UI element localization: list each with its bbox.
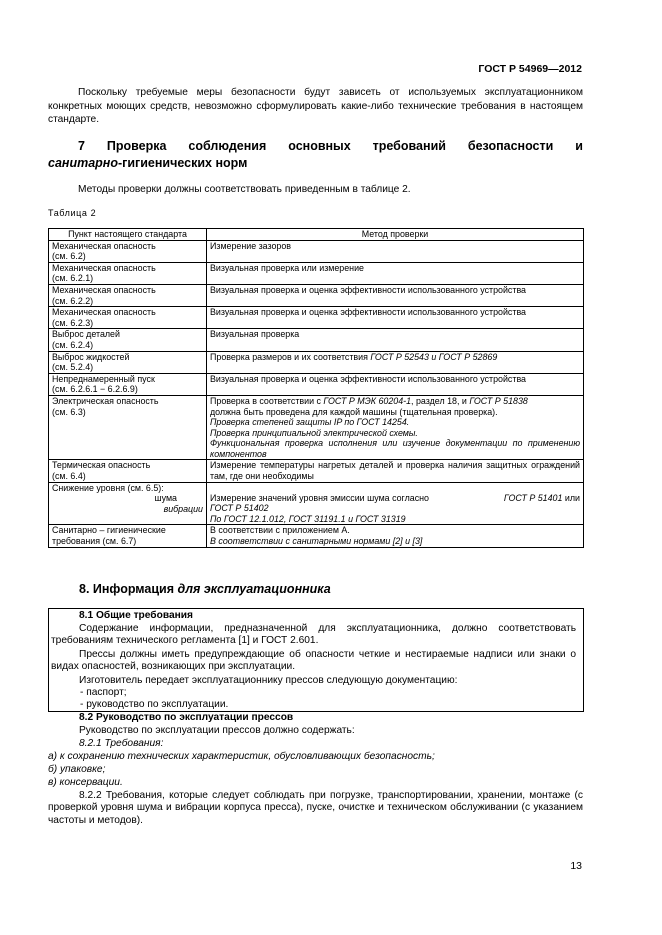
table-row: Выброс деталей (см. 6.2.4) Визуальная проверка [49,329,584,351]
list-item: - руководство по эксплуатации. [80,699,229,710]
table-row: Непреднамеренный пуск (см. 6.2.6.1 − 6.2.6.9) Визуальная проверка и оценка эффективности использованного устройства [49,373,584,395]
methods-paragraph: Методы проверки должны соответствовать приведенным в таблице 2. [78,184,411,195]
list-item: в) консервации. [48,777,123,788]
table-row: Механическая опасность (см. 6.2.2) Визуальная проверка и оценка эффективности использованного устройства [49,284,584,306]
section-8-2-title: 8.2 Руководство по эксплуатации прессов [79,712,294,723]
table-header-row [49,229,584,241]
section-8-1-paragraph: Изготовитель передает эксплуатационнику прессов следующую документацию: [79,675,458,686]
table-row: Электрическая опасность (см. 6.3) Проверка в соответствии с ГОСТ Р МЭК 60204-1, раздел 18, и ГОСТ Р 51838 должна быть проведена для каждой машины (тщательная проверка). Проверка степеней защиты IP по ГОСТ 14254. Проверка принципиальной электрической схемы. Функциональная проверка исполнения или изучение документации по применению компонентов [49,395,584,460]
section-8-2-1: 8.2.1 Требования: [79,738,164,749]
intro-paragraph: Поскольку требуемые меры безопасности будут зависеть от используемых эксплуатационником конкретных моющих средств, невозможно сформулировать какие-либо технические требования в настоящем стандарте. [48,87,583,126]
table-row: Механическая опасность (см. 6.2.3) Визуальная проверка и оценка эффективности использованного устройства [49,307,584,329]
section-8-1-paragraph: Содержание информации, предназначенной для эксплуатационника, должно соответствовать требованиям технического регламента [1] и ГОСТ 2.601. [51,623,576,647]
table-row: Механическая опасность (см. 6.2.1) Визуальная проверка или измерение [49,262,584,284]
page-number: 13 [570,860,582,872]
list-item: б) упаковке; [48,764,106,775]
section-8-heading: 8. Информация для эксплуатационника [79,582,331,596]
table-row: Выброс жидкостей (см. 5.2.4) Проверка размеров и их соответствия ГОСТ Р 52543 и ГОСТ Р 52869 [49,351,584,373]
document-code: ГОСТ Р 54969—2012 [478,63,582,75]
list-item: а) к сохранению технических характеристик, обусловливающих безопасность; [48,751,435,762]
column-header: Пункт настоящего стандарта [49,229,207,241]
list-item: - паспорт; [80,687,127,698]
section-8-2-2: 8.2.2 Требования, которые следует соблюдать при погрузке, транспортировании, хранении, монтаже (с проверкой уровня шума и вибрации корпуса пресса), пуске, очистке и техническом обслуживании (с указанием частоты и методов). [48,790,583,826]
section-8-1-paragraph: Прессы должны иметь предупреждающие об опасности четкие и нестираемые надписи или знаки о видах опасностей, возникающих при эксплуатации. [51,649,576,673]
table-row: Санитарно – гигиенические требования (см. 6.7) В соответствии с приложением А. В соответствии с санитарными нормами [2] и [3] [49,525,584,547]
table-row: Механическая опасность (см. 6.2) Измерение зазоров [49,240,584,262]
section-8-1-title: 8.1 Общие требования [79,610,193,621]
column-header: Метод проверки [207,229,584,241]
table-row: Снижение уровня (см. 6.5): шума вибрации Измерение значений уровня эмиссии шума согласно ГОСТ Р 51401 или ГОСТ Р 51402 По ГОСТ 12.1.012, ГОСТ 31191.1 и ГОСТ 31319 [49,482,584,525]
section-8-2-paragraph: Руководство по эксплуатации прессов должно содержать: [79,725,355,736]
table-2 [48,228,584,548]
table-caption: Таблица 2 [48,208,97,218]
table-row: Термическая опасность (см. 6.4) Измерение температуры нагретых деталей и проверка наличия защитных ограждений там, где они необходимы [49,460,584,482]
section-7-heading: 7 Проверка соблюдения основных требований безопасности и санитарно-гигиенических норм [48,139,583,170]
